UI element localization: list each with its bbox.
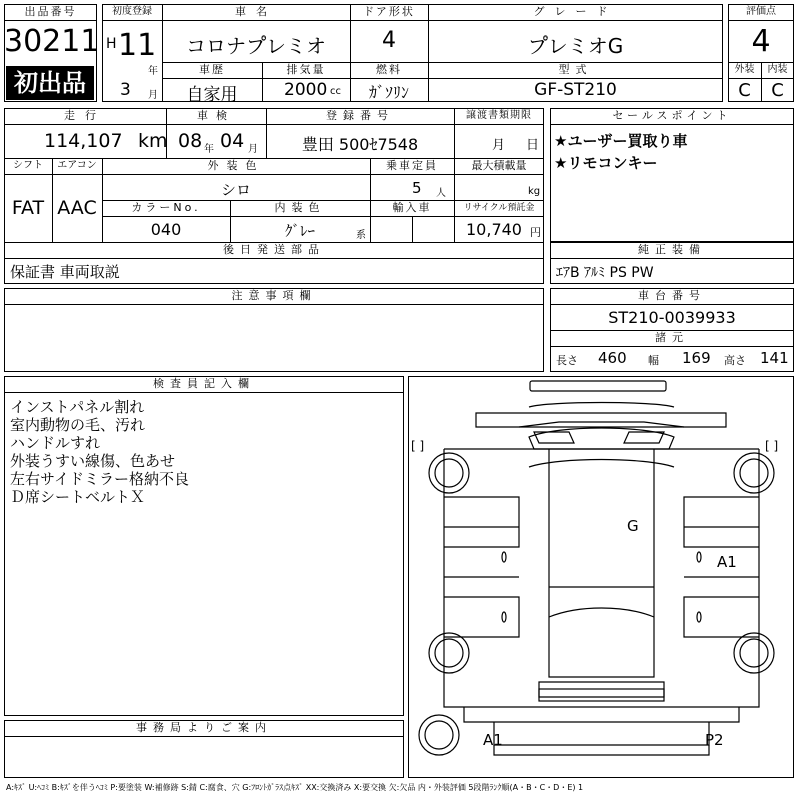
- import-label: 輸入車: [392, 201, 432, 214]
- first-reg-month: 3: [120, 80, 131, 100]
- chassis-label: 車台番号: [638, 289, 706, 302]
- grade-label: グレード: [533, 5, 618, 18]
- lot-number: 30211: [4, 24, 100, 59]
- legend: A:ｷｽﾞ U:ﾍｺﾐ B:ｷｽﾞを伴うﾍｺﾐ P:要塗装 W:補修跡 S:錆 C:腐食、穴 G:ﾌﾛﾝﾄｶﾞﾗｽ点ｷｽﾞ XX:交換済み X:要交換 欠:欠品 内・外装評価 5段階ﾗﾝｸ順(A・B・C・D・E) 1: [6, 783, 584, 792]
- lot-number-label: 出品番号: [24, 5, 77, 18]
- first-listing-badge: 初出品: [6, 66, 94, 100]
- later-parts: 保証書 車両取説: [10, 263, 120, 281]
- inspector-line-1: インストパネル割れ: [10, 398, 145, 416]
- car-name: コロナプ゚レミオ: [186, 34, 326, 58]
- sales-points-label: セールスポイント: [612, 109, 732, 122]
- first-reg-year: 11: [118, 28, 157, 63]
- inspector-line-4: 外装うすい線傷、色あせ: [10, 452, 176, 470]
- color-label: 外装色: [207, 159, 265, 172]
- inspection-label: 車検: [197, 109, 235, 122]
- inspector-label: 検査員記入欄: [153, 377, 255, 390]
- shift-label: シフト: [13, 160, 43, 171]
- length: 460: [598, 349, 627, 367]
- sales-points-box: [550, 108, 794, 242]
- ac: AAC: [57, 197, 97, 219]
- transfer-day-unit: 日: [526, 138, 540, 153]
- first-reg-label: 初度登録: [112, 6, 152, 17]
- equipment: ｴｱB ｱﾙﾐ PS PW: [556, 265, 654, 281]
- damage-mark-a1-right: A1: [717, 553, 737, 571]
- history-label: 車歴: [199, 63, 225, 76]
- inspector-line-2: 室内動物の毛、汚れ: [10, 416, 146, 434]
- inspection-year-unit: 年: [204, 144, 214, 155]
- fuel: ｶﾞｿﾘﾝ: [368, 83, 409, 102]
- transfer-month-unit: 月: [492, 138, 506, 153]
- width-label: 幅: [648, 354, 659, 367]
- color-no: 040: [150, 220, 182, 239]
- sales-point-1: ★ユーザー買取り車: [554, 132, 688, 150]
- recycle-unit: 円: [530, 226, 541, 239]
- model: GF-ST210: [534, 80, 617, 100]
- mileage: 114,107: [44, 130, 123, 152]
- width: 169: [682, 349, 711, 367]
- displacement-unit: cc: [330, 86, 341, 97]
- length-label: 長さ: [556, 354, 578, 367]
- car-diagram: [408, 376, 794, 778]
- damage-mark-a1-bottom: A1: [483, 731, 503, 749]
- sales-point-2: ★リモコンキー: [554, 154, 658, 172]
- inspection-month: 04: [220, 130, 245, 152]
- car-name-label: 車名: [235, 5, 277, 18]
- fuel-label: 燃料: [376, 63, 402, 76]
- recycle-label: リサイクル預託金: [463, 203, 535, 213]
- interior-color-label: 内装色: [274, 201, 326, 214]
- load-unit: kg: [528, 186, 541, 197]
- history: 自家用: [186, 85, 238, 105]
- bracket-left: [ ]: [411, 439, 425, 453]
- mileage-label: 走行: [64, 109, 106, 122]
- ac-label: エアコン: [57, 160, 97, 171]
- car-diagram-drawing: [409, 377, 793, 777]
- int-grade: C: [771, 80, 784, 101]
- load-label: 最大積載量: [471, 159, 527, 172]
- model-label: 型式: [558, 63, 593, 76]
- transfer-label: 譲渡書類期限: [466, 110, 532, 121]
- grade: プ゚レミオG: [527, 34, 624, 58]
- caution-label: 注意事項欄: [231, 289, 317, 302]
- inspection-year: 08: [178, 130, 203, 152]
- chassis-number: ST210-0039933: [608, 308, 736, 327]
- interior-color-unit: 系: [356, 230, 366, 241]
- door: 4: [382, 28, 396, 53]
- exterior-color: シロ: [220, 181, 251, 199]
- door-label: ドア形状: [363, 5, 415, 18]
- capacity-label: 乗車定員: [386, 159, 438, 172]
- bracket-right: [ ]: [765, 439, 779, 453]
- capacity-unit: 人: [436, 188, 446, 199]
- specs-label: 諸元: [655, 331, 689, 344]
- mileage-unit: km: [138, 130, 168, 152]
- year-unit: 年: [148, 66, 158, 77]
- displacement: 2000: [284, 80, 328, 100]
- color-no-label: カラーNo.: [131, 201, 201, 214]
- shift: FAT: [11, 197, 45, 219]
- era: H: [106, 36, 117, 52]
- height: 141: [760, 349, 789, 367]
- score: 4: [751, 24, 771, 59]
- displacement-label: 排気量: [286, 63, 326, 76]
- damage-mark-p2: P2: [705, 731, 724, 749]
- score-label: 評価点: [746, 6, 776, 17]
- recycle-fee: 10,740: [466, 220, 522, 239]
- office-label: 事務局よりご案内: [136, 721, 272, 734]
- ext-label: 外装: [734, 64, 755, 75]
- capacity: 5: [412, 179, 422, 197]
- month-unit: 月: [148, 90, 158, 101]
- inspector-line-5: 左右サイドミラー格納不良: [10, 470, 189, 488]
- int-label: 内装: [767, 64, 788, 75]
- later-parts-label: 後日発送部品: [223, 243, 325, 256]
- damage-mark-g: G: [627, 517, 639, 535]
- equipment-label: 純正装備: [638, 243, 706, 256]
- height-label: 高さ: [724, 354, 746, 367]
- inspector-line-6: Ｄ席シートベルトＸ: [10, 488, 146, 506]
- interior-color: ｸﾞﾚｰ: [284, 222, 315, 240]
- plate-number: 豊田 500ｾ7548: [301, 135, 419, 154]
- inspection-month-unit: 月: [248, 144, 258, 155]
- ext-grade: C: [738, 80, 751, 101]
- inspector-line-3: ハンドルすれ: [10, 434, 101, 452]
- plate-label: 登録番号: [326, 109, 394, 122]
